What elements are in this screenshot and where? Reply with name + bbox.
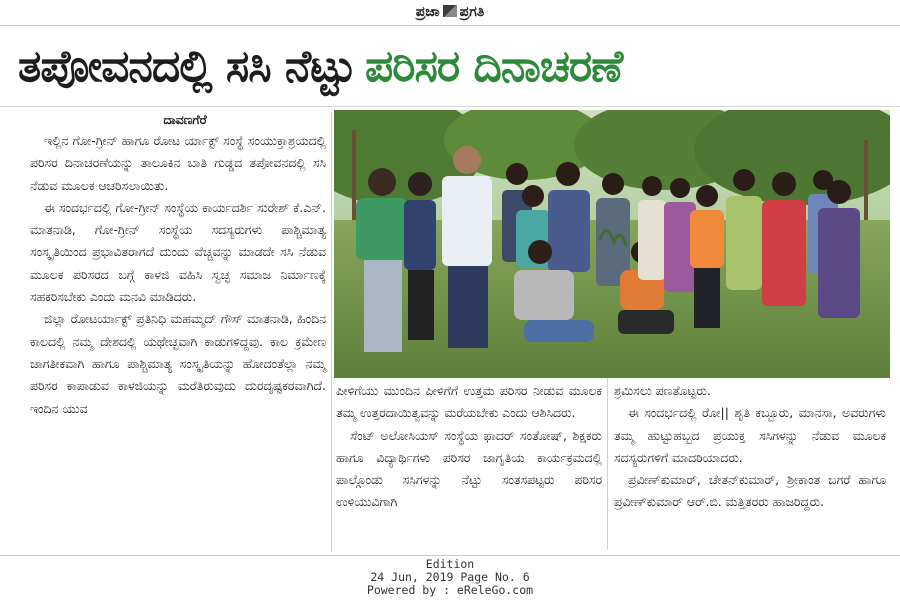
footer-divider xyxy=(0,555,900,556)
newspaper-logo-icon xyxy=(443,5,457,17)
dateline: ದಾವಣಗೆರೆ xyxy=(163,112,207,127)
page-footer xyxy=(0,558,900,600)
article-paragraph: ಈ ಸಂದರ್ಭದಲ್ಲಿ ಗೋ-ಗ್ರೀನ್ ಸಂಸ್ಥೆಯ ಕಾರ್ಯದರ್ಶಿ ಸುರೇಶ್ ಕೆ.ಎನ್. ಮಾತನಾಡಿ, ಗೋ-ಗ್ರೀನ್ ಸಂಸ್ಥೆಯ ಸದಸ್ಯರುಗಳು ಪಾಶ್ಚಿಮಾತ್ಯ ಸಂಸ್ಕೃತಿಯಿಂದ ಪ್ರಭಾವಿತರಾಗದೆ ದುಂದು ವೆಚ್ಚವನ್ನು ಮಾಡದೇ ಸಸಿ ನೆಡುವ ಮೂಲಕ ಪರಿಸರದ ಬಗ್ಗೆ ಕಾಳಜಿ ವಹಿಸಿ ಸ್ವಚ್ಛ ಸಮಾಜ ನಿರ್ಮಾಣಕ್ಕೆ ಸಹಕರಿಸಬೇಕು ಎಂದು ಮನವಿ ಮಾಡಿದರು. xyxy=(30,199,326,305)
article-paragraph: ಇಲ್ಲಿನ ಗೋ-ಗ್ರೀನ್ ಹಾಗೂ ರೋಟ ರ್ಯಾಕ್ಟ್ ಸಂಸ್ಥೆ ಸಂಯುಕ್ತಾಶ್ರಯದಲ್ಲಿ ಪರಿಸರ ದಿನಾಚರಣೆಯನ್ನು ತಾಲೂಕಿನ ಬಾತಿ ಗುಡ್ಡದ ತಪೋವನದಲ್ಲಿ ಸಸಿ ನೆಡುವ ಮೂಲಕ ಆಚರಿಸಲಾಯಿತು. xyxy=(30,133,326,193)
footer-powered-by: Powered by : eReleGo.com xyxy=(366,583,534,597)
article-paragraph: ಸೆಂಟ್ ಅಲೋಸಿಯಸ್ ಸಂಸ್ಥೆಯ ಫಾದರ್ ಸಂತೋಷ್, ಶಿಕ್ಷಕರು ಹಾಗೂ ವಿದ್ಯಾರ್ಥಿಗಳು ಪರಿಸರ ಜಾಗೃತಿಯ ಕಾರ್ಯಕ್ರಮದಲ್ಲಿ ಪಾಲ್ಗೊಂಡು ಸಸಿಗಳನ್ನು ನೆಟ್ಟು ಸಂತಸಪಟ್ಟರು ಪರಿಸರ ಉಳಿಯುವಿಗಾಗಿ xyxy=(336,427,602,510)
footer-date-page: 24 Jun, 2019 Page No. 6 xyxy=(370,570,530,584)
article-paragraph: ಈ ಸಂದರ್ಭದಲ್ಲಿ ರೋ|| ಶೃತಿ ಕಬ್ಬೂರು, ಮಾನಸಾ, ಅವರುಗಳು ತಮ್ಮ ಹುಟ್ಟುಹಬ್ಬದ ಪ್ರಯುಕ್ತ ಸಸಿಗಳನ್ನು ನೆಡುವ ಮೂಲಕ ಸದಸ್ಯರುಗಳಿಗೆ ಮಾದರಿಯಾದರು. xyxy=(614,405,886,465)
article-column-left xyxy=(30,110,326,555)
article-headline xyxy=(18,32,888,102)
masthead-name-right: ಪ್ರಗತಿ xyxy=(459,4,485,20)
masthead-name-left: ಪ್ರಜಾ xyxy=(415,4,440,20)
article-paragraph: ಪ್ರವೀಣ್‌ಕುಮಾರ್, ಚೇತನ್‌ಕುಮಾರ್, ಶ್ರೀಕಾಂತ ಬಗರೆ ಹಾಗೂ ಪ್ರವೀಣ್‌ಕುಮಾರ್ ಆರ್.ಬಿ. ಮತ್ತಿತರರು ಹಾಜರಿದ್ದರು. xyxy=(614,472,886,510)
top-divider xyxy=(0,25,900,26)
article-paragraph: ಜಿಲ್ಲಾ ರೋಟರ್ಯಾಕ್ಟ್ ಪ್ರತಿನಿಧಿ ಮಹಮ್ಮದ್ ಗೌಸ್ ಮಾತನಾಡಿ, ಹಿಂದಿನ ಕಾಲದಲ್ಲಿ ನಮ್ಮ ದೇಶದಲ್ಲಿ ಯಥೇಚ್ಛವಾಗಿ ಕಾಡುಗಳಿದ್ದವು. ಕಾಲ ಕ್ರಮೇಣ ಜಾಗತೀಕವಾಗಿ ಹಾಗೂ ಪಾಶ್ಚಿಮಾತ್ಯ ಸಂಸ್ಕೃತಿಯನ್ನು ಹೋದಂತೆಲ್ಲಾ ನಮ್ಮ ಪರಿಸರ ಕಾಪಾಡುವ ಕಾಳಜಿಯನ್ನು ಮರೆತಿರುವುದು ದುರದೃಷ್ಟಕರವಾಗಿದೆ. ಇಂದಿನ ಯುವ xyxy=(30,311,326,416)
headline-part-1: ತಪೋವನದಲ್ಲಿ ಸಸಿ ನೆಟ್ಟು xyxy=(18,41,356,92)
article-paragraph: ಶ್ರಮಿಸಲು ಪಣತೊಟ್ಟರು. xyxy=(614,383,711,398)
newspaper-masthead xyxy=(0,0,900,26)
article-column-right xyxy=(614,380,886,550)
article-paragraph: ಪೀಳಿಗೆಯು ಮುಂದಿನ ಪೀಳಿಗೆಗೆ ಉತ್ತಮ ಪರಿಸರ ನೀಡುವ ಮೂಲಕ ತಮ್ಮ ಉತ್ತರದಾಯಿತ್ವವನ್ನು ಮರೆಯಬೇಕು ಎಂದು ಆಶಿಸಿದರು. xyxy=(336,383,602,421)
column-divider xyxy=(607,378,608,550)
headline-divider xyxy=(0,106,900,107)
article-photo xyxy=(334,110,890,378)
group-photo-tree-planting xyxy=(334,110,890,378)
footer-edition: Edition xyxy=(425,557,475,571)
article-column-middle xyxy=(336,380,602,550)
headline-part-2: ಪರಿಸರ ದಿನಾಚರಣೆ xyxy=(365,41,623,92)
column-divider xyxy=(331,112,332,552)
